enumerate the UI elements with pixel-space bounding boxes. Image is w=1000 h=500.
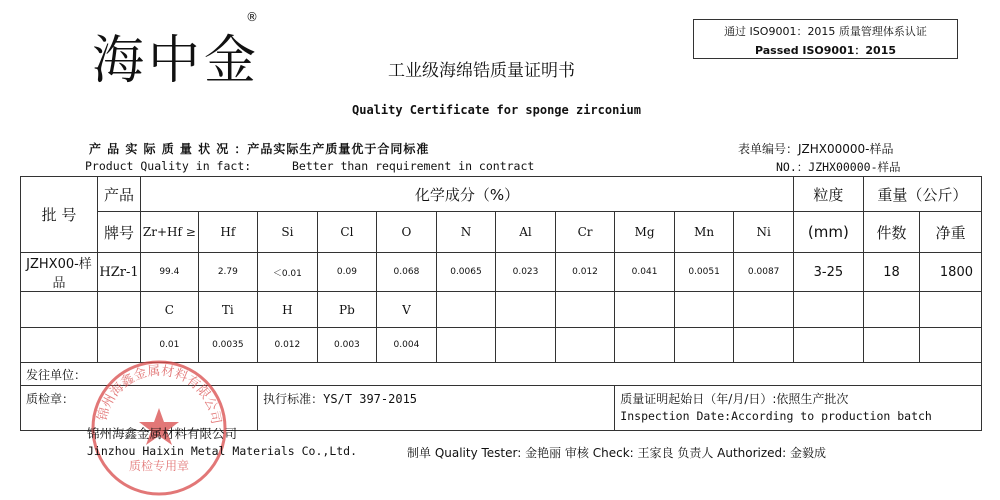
form-number-cn: 表单编号：JZHX00000-样品 [738, 142, 894, 156]
inspection-date-cn: 质量证明起始日（年/月/日）:依照生产批次 [620, 392, 849, 406]
seal-text-bottom: 质检专用章 [128, 459, 190, 473]
value-zr-hf: 99.4 [141, 253, 198, 292]
batch-number-header: 批 号 [21, 177, 98, 253]
value-mg: 0.041 [615, 253, 675, 292]
value-cr: 0.012 [555, 253, 615, 292]
element-cl: Cl [317, 212, 377, 253]
empty-cell [734, 328, 794, 363]
element-ti: Ti [198, 292, 258, 328]
registered-mark: ® [246, 10, 258, 24]
empty-cell [496, 292, 556, 328]
empty-cell [555, 328, 615, 363]
empty-cell [555, 292, 615, 328]
element-o: O [377, 212, 437, 253]
value-n: 0.0065 [436, 253, 496, 292]
net-weight-header: 净重 [920, 212, 982, 253]
element-pb: Pb [317, 292, 377, 328]
quality-status-en-label: Product Quality in fact: [85, 159, 252, 173]
empty-cell [436, 292, 496, 328]
element-zr-hf: Zr+Hf ≥ [141, 212, 198, 253]
inspection-date-en: Inspection Date:According to production batch [620, 409, 932, 423]
empty-cell [793, 292, 863, 328]
net-weight-value: 1800 [920, 253, 982, 292]
element-cr: Cr [555, 212, 615, 253]
empty-cell [615, 292, 675, 328]
company-name-cn: 锦州海鑫金属材料有限公司 [87, 426, 238, 441]
iso-line-cn: 通过 ISO9001：2015 质量管理体系认证 [724, 25, 927, 38]
pieces-header: 件数 [863, 212, 919, 253]
weight-header: 重量（公斤） [863, 177, 981, 212]
value-hf: 2.79 [198, 253, 258, 292]
element-si: Si [258, 212, 318, 253]
value-cl: 0.09 [317, 253, 377, 292]
element-v: V [377, 292, 437, 328]
iso-certification-box [693, 19, 958, 59]
empty-cell [734, 292, 794, 328]
element-h: H [258, 292, 318, 328]
element-mn: Mn [674, 212, 734, 253]
particle-size-value: 3-25 [793, 253, 863, 292]
value-o: 0.068 [377, 253, 437, 292]
value-v: 0.004 [377, 328, 437, 363]
empty-cell [863, 292, 919, 328]
company-logo: 海中金 [92, 31, 261, 91]
empty-cell [920, 292, 982, 328]
quality-status-en-value: Better than requirement in contract [292, 159, 535, 173]
form-number-en: NO.：JZHX00000-样品 [776, 160, 901, 174]
value-ti: 0.0035 [198, 328, 258, 363]
product-grade-value: HZr-1 [97, 253, 140, 292]
document-title-en: Quality Certificate for sponge zirconium [352, 103, 641, 117]
value-mn: 0.0051 [674, 253, 734, 292]
ship-to-label: 发往单位： [21, 363, 982, 386]
element-n: N [436, 212, 496, 253]
value-al: 0.023 [496, 253, 556, 292]
chemical-composition-header: 化学成分（%） [141, 177, 794, 212]
empty-cell [21, 292, 98, 328]
empty-cell [674, 292, 734, 328]
empty-cell [436, 328, 496, 363]
iso-line-en: Passed ISO9001：2015 [754, 44, 897, 57]
particle-size-header: 粒度 [793, 177, 863, 212]
empty-cell [97, 292, 140, 328]
value-si: ＜0.01 [258, 253, 318, 292]
empty-cell [615, 328, 675, 363]
element-c: C [141, 292, 198, 328]
empty-cell [920, 328, 982, 363]
inspection-date-cell [615, 386, 982, 431]
quality-status-cn: 产 品 实 际 质 量 状 况 ：产品实际生产质量优于合同标准 [89, 142, 430, 156]
value-h: 0.012 [258, 328, 318, 363]
particle-size-unit: (mm) [793, 212, 863, 253]
execution-standard: 执行标准：YS/T 397-2015 [258, 386, 615, 431]
seal-text-top: 锦州海鑫金属材料有限公司 [95, 363, 224, 426]
value-ni: 0.0087 [734, 253, 794, 292]
inspection-seal-label: 质检章： [21, 386, 258, 431]
element-al: Al [496, 212, 556, 253]
product-grade-header-2: 牌号 [97, 212, 140, 253]
empty-cell [793, 328, 863, 363]
element-ni: Ni [734, 212, 794, 253]
element-mg: Mg [615, 212, 675, 253]
element-hf: Hf [198, 212, 258, 253]
pieces-value: 18 [863, 253, 919, 292]
company-name-en: Jinzhou Haixin Metal Materials Co.,Ltd. [87, 444, 358, 458]
empty-cell [674, 328, 734, 363]
empty-cell [863, 328, 919, 363]
batch-number-value: JZHX00-样品 [21, 253, 98, 292]
product-grade-header-1: 产品 [97, 177, 140, 212]
empty-cell [496, 328, 556, 363]
document-title-cn: 工业级海绵锆质量证明书 [388, 61, 575, 81]
signers-line: 制单 Quality Tester: 金艳丽 审核 Check: 王家良 负责人 Authorized: 金毅成 [407, 446, 827, 460]
value-c: 0.01 [141, 328, 198, 363]
value-pb: 0.003 [317, 328, 377, 363]
